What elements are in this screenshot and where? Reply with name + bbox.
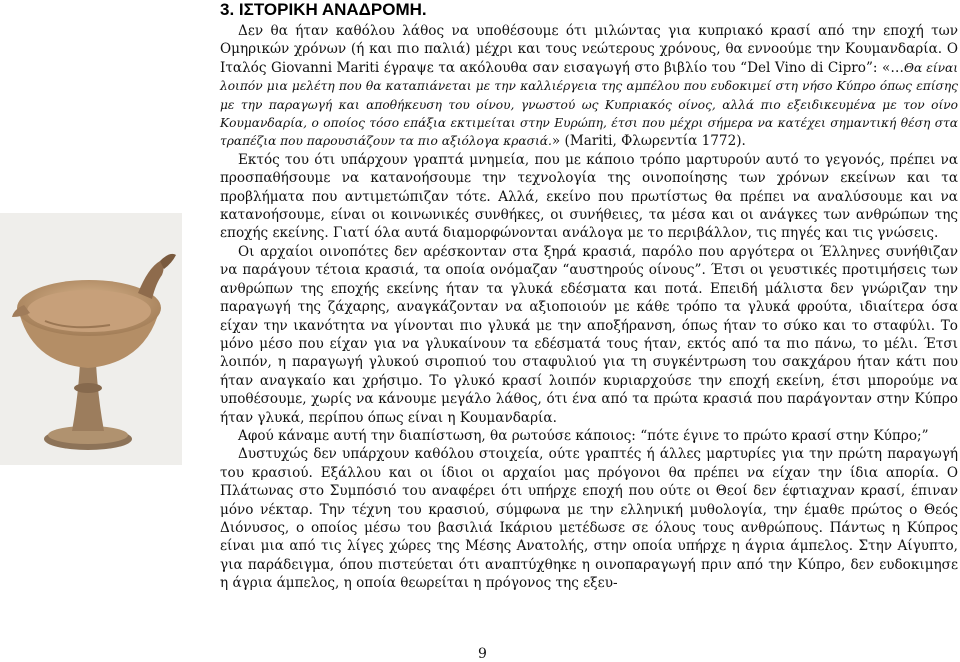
section-heading: 3. ΙΣΤΟΡΙΚΗ ΑΝΑΔΡΟΜΗ.: [220, 0, 427, 19]
para1-intro: Δεν θα ήταν καθόλου λάθος να υποθέσουμε ότι μιλώντας για κυπριακό κρασί από την εποχή των Ομηρικών χρόνων (ή και πιο παλιά) μέχρι και τους νεώτερους χρόνους, θα εννοούμε την Κουμανδαρία. Ο Ιταλός Giovanni Mariti έγραψε τα ακόλουθα σαν εισαγωγή στο βιβλίο του “Del Vino di Cipro”: «…: [220, 23, 958, 76]
paragraph-5: Δυστυχώς δεν υπάρχουν καθόλου στοιχεία, ούτε γραπτές ή άλλες μαρτυρίες για την πρώτη παραγωγή του κρασιού. Εξάλλου και οι ίδιοι οι αρχαίοι μας πρόγονοι θα πρέπει να είχαν την ίδια απορία. Ο Πλάτωνας στο Συμπόσιό του αναφέρει ότι υπήρχε εποχή που ούτε οι Θεοί δεν έφτιαχναν κρασί, έπιναν μόνο νέκταρ. Την τέχνη του κρασιού, σύμφωνα με την ελληνική μυθολογία, την έμαθε πρώτος ο Θεός Διόνυσος, ο οποίος μέσω του βασιλιά Ικάριου μετέδωσε σε όλους τους ανθρώπους. Πάντως η Κύπρος είναι μια από τις λίγες χώρες της Μέσης Ανατολής, στην οποία υπήρχε η άγρια άμπελος. Στην Αίγυπτο, για παράδειγμα, όπου πιστεύεται ότι αναπτύχθηκε η οινοπαραγωγή πριν από την Κύπρο, δεν ευδοκιμησε η άγρια άμπελος, η οποία θεωρείται η πρόγονος της εξευ-: [220, 446, 958, 592]
mariti-quote: Θα είναι λοιπόν μια μελέτη που θα καταπιάνεται με την καλλιέργεια της αμπέλου που ευδοκιμεί στη νήσο Κύπρο όπως επίσης με την παραγωγή και αποθήκευση του οίνου, γνωστού ως Κυπριακός οίνος, αλλά πιο εξειδικευμένα με τον οίνο Κουμανδαρία, ο οποίος τόσο επάξια εκτιμείται στην Ευρώπη, έτσι που μέχρι σήμερα να κατέχει σημαντική θέση στα τραπέζια που παρουσιάζουν τα πιο αξιόλογα κρασιά.: [220, 60, 958, 149]
body-text: [220, 22, 958, 593]
vessel-illustration: [0, 213, 182, 465]
paragraph-3: Οι αρχαίοι οινοπότες δεν αρέσκονταν στα ξηρά κρασιά, παρόλο που αργότερα οι Έλληνες συνήθιζαν να παράγουν τέτοια κρασιά, τα οποία ονόμαζαν “αυστηρούς οίνους”. Έτσι οι γευστικές προτιμήσεις των ανθρώπων της εποχής εκείνης ήταν τα γλυκά εδέσματα και ποτά. Επειδή μάλιστα δεν γνώριζαν την παραγωγή της ζάχαρης, αναγκάζονταν να αξιοποιούν με κάθε τρόπο τα γλυκά φρούτα, ιδιαίτερα όσα είχαν την ικανότητα να γίνονται πιο γλυκά με την αποξήρανση, όπως ήταν το σύκο και το σταφύλι. Το μόνο μέσο που είχαν για να γλυκαίνουν τα εδέσματά τους ήταν, εκτός από τα πιο πάνω, το μέλι. Έτσι λοιπόν, η παραγωγή γλυκού σιροπιού του σταφυλιού για τη συγκέντρωση του σακχάρου ήταν κάτι που ήταν αναγκαίο και χρήσιμο. Το γλυκό κρασί λοιπόν κυριαρχούσε την εποχή εκείνη, έτσι μπορούμε να υποθέσουμε, χωρίς να κάνουμε μεγάλο λάθος, ότι ένα από τα πρώτα κρασιά που παράγονταν στην Κύπρο ήταν γλυκά, περίπου όπως είναι η Κουμανδαρία.: [220, 243, 958, 426]
paragraph-4: Αφού κάναμε αυτή την διαπίστωση, θα ρωτούσε κάποιος: “πότε έγινε το πρώτο κρασί στην Κύπρο;”: [238, 427, 929, 444]
para1-outro: » (Mariti, Φλωρεντία 1772).: [551, 133, 746, 150]
paragraph-2: Εκτός του ότι υπάρχουν γραπτά μνημεία, που με κάποιο τρόπο μαρτυρούν αυτό το γεγονός, πρέπει να προσπαθήσουμε να κατανοήσουμε την τεχνολογία της οινοποίησης των χρόνων εκείνων και τα προβλήματα που αντιμετώπιζαν τότε. Αλλά, εκείνο που πρωτίστως θα πρέπει να αναλύσουμε και να κατανοήσουμε, είναι οι κοινωνικές συνθήκες, οι συνήθειες, τα μέσα και οι ανάγκες των ανθρώπων της εποχής εκείνης. Γιατί όλα αυτά διαμορφώνονται ανάλογα με το περιβάλλον, τις πηγές και τις γνώσεις.: [220, 151, 958, 242]
paragraph-1: [220, 22, 958, 151]
ancient-vessel-photo: [0, 213, 182, 465]
page-number: 9: [478, 646, 487, 662]
